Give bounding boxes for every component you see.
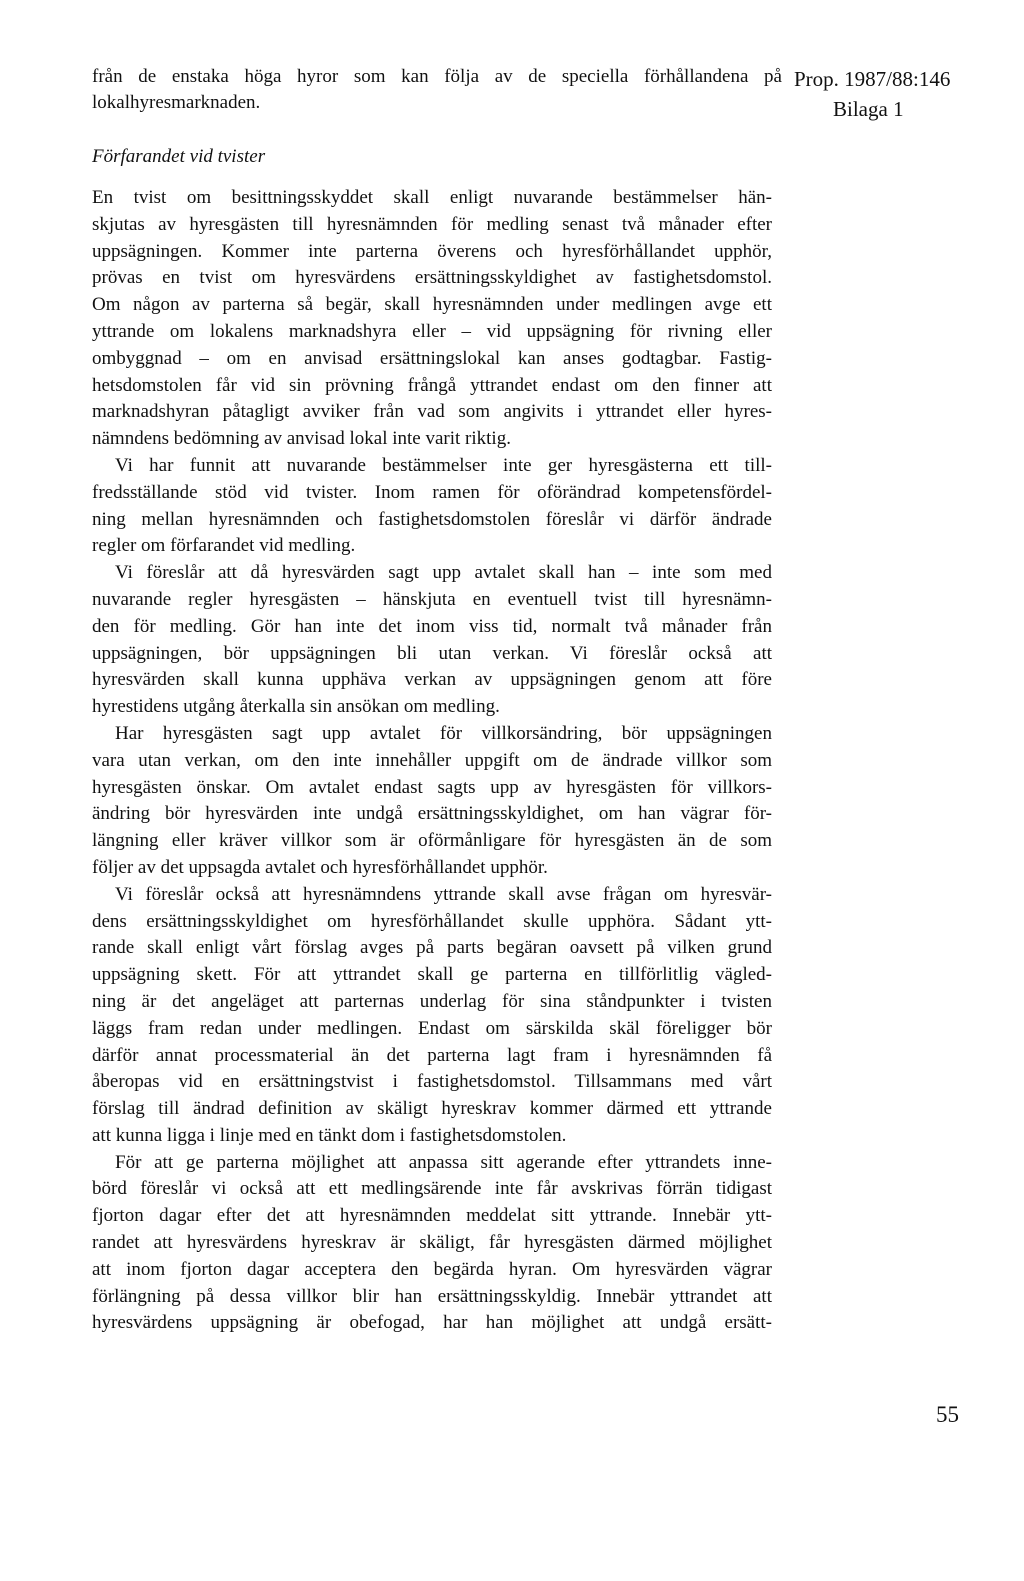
text-line: följer av det uppsagda avtalet och hyresförhållandet upphör.	[92, 856, 548, 878]
paragraph	[92, 882, 772, 1150]
text-line: hyresvärdens uppsägning är obefogad, har han möjlighet att undgå ersätt-	[92, 1312, 772, 1334]
text-line: En tvist om besittningsskyddet skall enligt nuvarande bestämmelser hän-	[92, 187, 772, 208]
text-line: nämndens bedömning av anvisad lokal inte varit riktig.	[92, 428, 511, 450]
text-line: längning eller kräver villkor som är oförmånligare för hyresgästen än de som	[92, 830, 772, 852]
text-line: fredsställande stöd vid tvister. Inom ramen för oförändrad kompetensfördel-	[92, 481, 772, 503]
text-line: ändring bör hyresvärden inte undgå ersättningsskyldighet, om han vägrar för-	[92, 803, 772, 825]
text-line: förlängning på dessa villkor blir han ersättningsskyldig. Innebär yttrandet att	[92, 1285, 772, 1307]
text-line: regler om förfarandet vid medling.	[92, 535, 356, 557]
text-line: rande skall enligt vårt förslag avges på parts begäran oavsett på vilken grund	[92, 937, 772, 959]
continuation-text	[92, 64, 782, 116]
text-line: yttrande om lokalens marknadshyra eller – vid uppsägning för rivning eller	[92, 320, 772, 342]
text-line: Vi har funnit att nuvarande bestämmelser inte ger hyresgästerna ett till-	[115, 454, 772, 476]
paragraph	[92, 453, 772, 560]
text-line: dens ersättningsskyldighet om hyresförhållandet skulle upphöra. Sådant ytt-	[92, 910, 772, 932]
paragraph	[92, 1150, 772, 1338]
text-line: börd föreslår vi också att ett medlingsärende inte får avskrivas förrän tidigast	[92, 1178, 772, 1200]
text-line: åberopas vid en ersättningstvist i fastighetsdomstol. Tillsammans med vårt	[92, 1071, 772, 1093]
text-line: Vi föreslår att då hyresvärden sagt upp avtalet skall han – inte som med	[115, 562, 772, 584]
text-line: Har hyresgästen sagt upp avtalet för villkorsändring, bör uppsägningen	[115, 722, 772, 744]
paragraph	[92, 721, 772, 882]
text-line: hyresgästen önskar. Om avtalet endast sagts upp av hyresgästen för villkors-	[92, 776, 772, 798]
text-line: Om någon av parterna så begär, skall hyresnämnden under medlingen avge ett	[92, 294, 772, 316]
text-line: Vi föreslår också att hyresnämndens yttrande skall avse frågan om hyresvär-	[115, 883, 772, 905]
body-text	[92, 185, 772, 1337]
text-line: För att ge parterna möjlighet att anpassa sitt agerande efter yttrandets inne-	[115, 1151, 772, 1173]
section-heading: Förfarandet vid tvister	[92, 146, 266, 167]
appendix-label: Bilaga 1	[833, 97, 904, 121]
text-line: uppsägningen. Kommer inte parterna överens och hyresförhållandet upphör,	[92, 240, 772, 262]
text-line: hyresvärden skall kunna upphäva verkan av uppsägningen genom att före	[92, 669, 772, 691]
text-line: fjorton dagar efter det att hyresnämnden meddelat sitt yttrande. Innebär ytt-	[92, 1205, 772, 1227]
text-line: ombyggnad – om en anvisad ersättningslokal kan anses godtagbar. Fastig-	[92, 347, 772, 369]
text-line: att kunna ligga i linje med en tänkt dom i fastighetsdomstolen.	[92, 1124, 567, 1146]
document-reference	[794, 64, 994, 124]
text-line: från de enstaka höga hyror som kan följa av de speciella förhållandena på	[92, 66, 782, 87]
text-line: den för medling. Gör han inte det inom viss tid, normalt två månader från	[92, 615, 772, 637]
paragraph	[92, 560, 772, 721]
text-line: uppsägning skett. För att yttrandet skall ge parterna en tillförlitlig vägled-	[92, 964, 772, 986]
text-line: hyrestidens utgång återkalla sin ansökan om medling.	[92, 696, 500, 718]
text-line: vara utan verkan, om den inte innehåller uppgift om de ändrade villkor som	[92, 749, 772, 771]
text-line: randet att hyresvärdens hyreskrav är skäligt, får hyresgästen därmed möjlighet	[92, 1232, 772, 1254]
text-line: nuvarande regler hyresgästen – hänskjuta en eventuell tvist till hyresnämn-	[92, 588, 772, 610]
text-line: prövas en tvist om hyresvärdens ersättningsskyldighet av fastighetsdomstol.	[92, 267, 772, 289]
text-line: att inom fjorton dagar acceptera den begärda hyran. Om hyresvärden vägrar	[92, 1258, 772, 1280]
text-line: hetsdomstolen får vid sin prövning frångå yttrandet endast om den finner att	[92, 374, 772, 396]
text-line: läggs fram redan under medlingen. Endast om särskilda skäl föreligger bör	[92, 1017, 772, 1039]
page-header	[0, 0, 1024, 130]
text-line: skjutas av hyresgästen till hyresnämnden för medling senast två månader efter	[92, 213, 772, 235]
text-line: ning mellan hyresnämnden och fastighetsdomstolen föreslår vi därför ändrade	[92, 508, 772, 530]
page-number: 55	[936, 1402, 959, 1427]
text-line: marknadshyran påtagligt avviker från vad som angivits i yttrandet eller hyres-	[92, 401, 772, 423]
paragraph	[92, 185, 772, 453]
text-line: lokalhyresmarknaden.	[92, 92, 261, 113]
text-line: ning är det angeläget att parternas underlag för sina ståndpunkter i tvisten	[92, 990, 772, 1012]
text-line: förslag till ändrad definition av skäligt hyreskrav kommer därmed ett yttrande	[92, 1098, 772, 1120]
prop-reference: Prop. 1987/88:146	[794, 67, 951, 91]
text-line: därför annat processmaterial än det parterna lagt fram i hyresnämnden få	[92, 1044, 772, 1066]
text-line: uppsägningen, bör uppsägningen bli utan verkan. Vi föreslår också att	[92, 642, 772, 664]
